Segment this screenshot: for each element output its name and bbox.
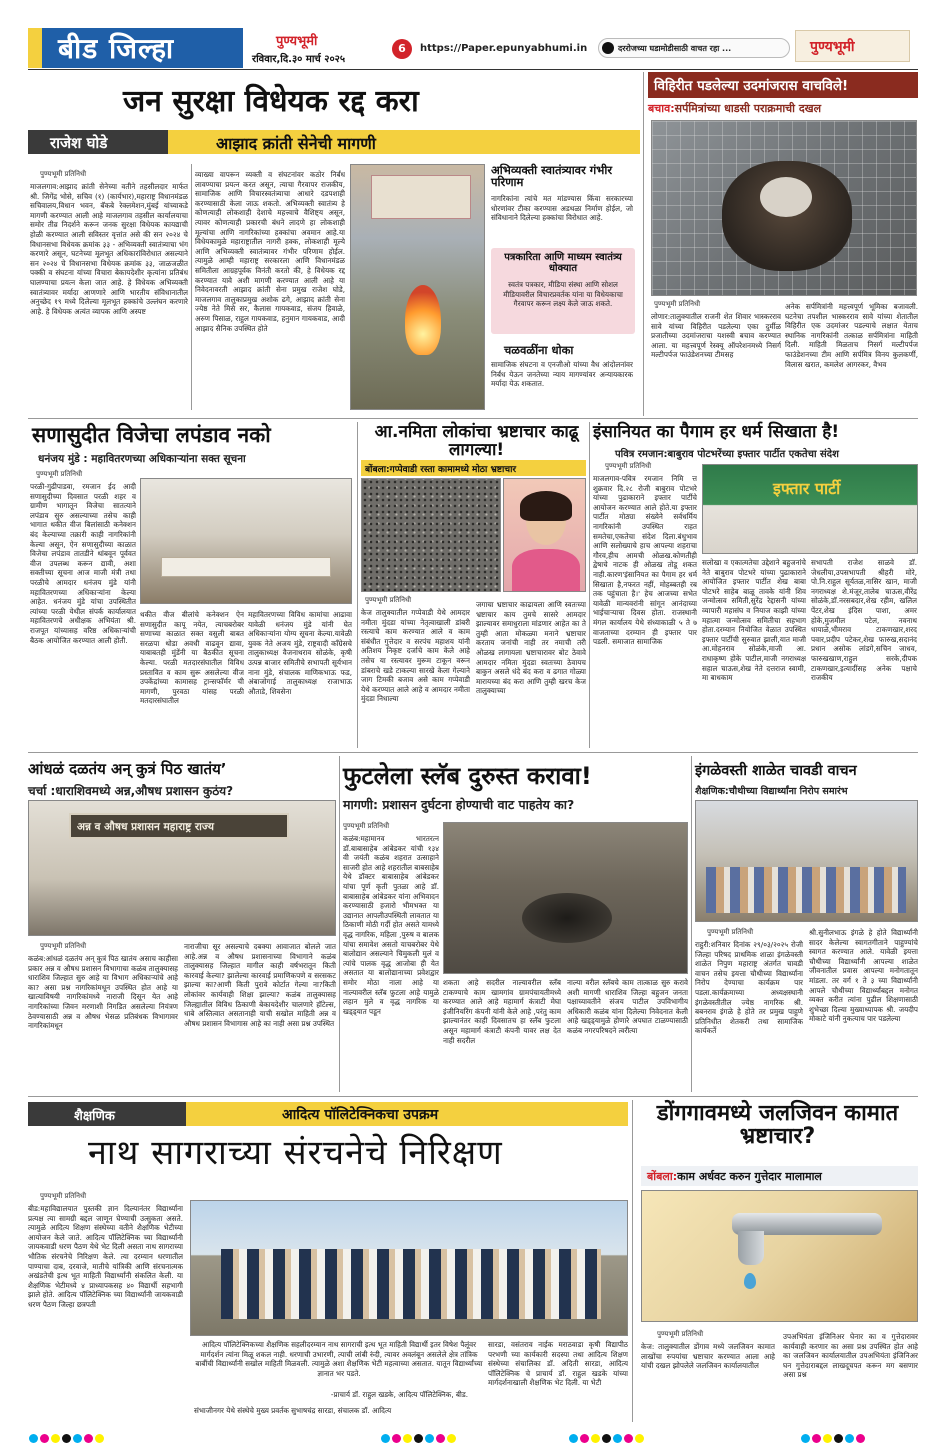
subheadline: आझाद क्रांती सेनेची मागणी [216,134,376,153]
author-tab [28,130,168,154]
group-in-photo [221,1249,601,1319]
byline: पुण्यभूमी प्रतिनिधी [40,942,87,950]
article-jaljivan [637,1100,918,1425]
side-heading-2: चळवळींना धोका [504,343,574,357]
headline: विहिरीत पडलेल्या उदमांजरास वाचविले! [654,78,849,94]
kids-in-photo [706,867,906,913]
column-1: केज तालुक्यातील गप्पेवाडी येथे आमदार नमीता मुंदडा यांच्या नेतृत्वाखाली डांबरी रस्त्याचे काम करण्यात आले व काम संबंधीत गुत्तेदार व सरपंच महाशय यांनी अतिशय निकृष्ट दर्जाचे काम केले आहे तसेच या रस्त्यावर मुरूम टाकून वरून डांबराचे खडे टाकल्या सारखे केला गेल्याने जाग टिमकी बजाव असे काम गप्पेवाडी येथे करण्यात आले आहे व आमदार नमीता मुंदडा निधाल्या [361,608,470,704]
subheadline: धनंजय मुंडे : महावितरणच्या अधिकाऱ्यांना सक्त सूचना [38,453,246,465]
sub-text: काम अर्धवट करुन गुत्तेदार मालामाल [677,1170,822,1183]
print-registration-far-right [800,1428,866,1447]
column-2: थकीत वीज बीलांचे कनेक्शन ऐन सणासुदीत कापू नयेत, त्याचबरोबर सणाच्या काळात सक्त वसुली बाबत सरळपा थोडा अवधी वाढवून द्यावा, याबाबतही मुंडेंनी या बैठकीत सूचना केल्या. परळी मतदारसंघातील विविध प्रस्तावित व काम सुरू असलेल्या वीज उपकेंद्रांच्या कामासह ट्रान्सफॉर्मर ची मागणी, पुरवठा यांसह परळी मतदारसंघातील [140,610,244,706]
side-text-2: सामाजिक संघटना व एनजीओ यांच्या वैध आंदोलनांवर निर्बंध येऊन जनतेच्या न्याय मागण्यांवर अन्यायकारक मर्यादा येऊ शकतात. [491,360,633,389]
column-1: लोणार:तालुक्यातील राजनी शेत शिवार भास्करराव सावे यांच्या विहिरीत पडलेल्या एका दुर्मीळ प्रजातीच्या उदमांजराचा यशस्वी बचाव करण्यात आला. या महत्त्वपूर्ण रेस्क्यू ऑपरेशनमध्ये निसर्ग मल्टीपर्पज फाउंडेशनच्या टीमसह [651,312,781,360]
signboard [69,813,289,839]
byline: पुण्यभूमी प्रतिनिधी [40,1192,87,1200]
byline: पुण्यभूमी प्रतिनिधी [365,596,412,604]
hair-in-photo [520,491,572,521]
article-vij-lapandav [28,420,354,750]
column-2: नाराजीचा सूर असल्याचे दबक्या आवाजात बोलले जात आहे.अन्न व औषध प्रशासनाच्या विभागाने कळंब तालुक्यासह जिल्हात मागील काही वर्षभरातून किती कारवाई केल्या? झालेल्या कारवाई प्रमाणिकपणे व सरसकट झाल्या का?आणी किती पुरावे कोर्टात गेल्या ना?किती लोकांवर कार्यवाही शिक्षा झाल्या? कळंब तालुक्यासह जिल्ह्यातील विविध ठिकाणी बेकायदेशीर चालणारे हॉटेल्स, धाबे अस्तित्वात असतानाही याची सखोल माहिती अन्न व औषध प्रशासन विभागास आहे का नाही असा प्रश्न उपस्थित [184,942,336,1028]
article-iftar-party [593,420,918,750]
section-tab [28,28,243,68]
school-photo [695,800,918,922]
subheadline [648,101,918,116]
column-1: राहुरी:शनिवार दिनांक २९/०३/२०२५ रोजी जिल्हा परिषद प्राथमिक शाळा इंगळेवस्ती शाळेत निपुण महाराष्ट्र अंतर्गत चावडी वाचन तसेच इयत्ता चौथीच्या विद्यार्थ्यांना निरोप देण्याचा कार्यक्रम पार पडला.कार्यक्रमाच्या अध्यक्षस्थानी इंगळेवस्तीतील ज्येष्ठ नागरिक श्री. बबनराव इंगळे हे होते तर प्रमुख पाहुणे प्रतिनिधीत शेतकरी तथा सामाजिक कार्यकर्ते [695,940,803,1036]
issue-date: रविवार,दि.३० मार्च २०२५ [252,54,346,65]
article-udmanjar-rescue [648,72,918,420]
column-2: शकता आहे सदरील नाल्यावरील स्लॅब टाकण्याचे काम खामगांव ग्रामपंचायतीमध्ये करण्यात आले आहे महामार्ग कंत्राटी मेघा इंजीनियरिंग कंपनी यांनी केले आहे ,परंतु काम झाल्यानंतर काही दिवसातच हा स्लॅब फुटला असून महामार्ग कंत्राटी कंपनी यावर लक्ष देत नाही सदरील [443,978,561,1045]
column-1: कळंब:आंधळं दळतंय अन् कुत्रं पिठ खातंय असाच काहीसा प्रकार अन्न व औषध प्रशासन विभागाचा कळंब तालुक्यासह धाराशिव जिल्हात सुरु आहे या विभाग अधिकाऱ्यांचे आहे का? असा प्रश्न नागरिकांमधून उपस्थित होत आहे या खात्याविषयी नागरिकांमध्ये नाराजी दिसून येत आहे नागरिकांच्या जिवन मरणाशी निगडित असलेल्या नियंत्रण ठेवण्यासाठी अन्न व औषध भेसळ प्रतिबंधक विभागावर नागरिकांमधून [28,954,178,1031]
subheadline [647,1169,822,1184]
broken-slab-photo [443,822,688,974]
column-3: सभापती राजेश साळवे डॉ. जेधलीया,उपसभापती श्रीहरी मोरे, पो.नि.राहुल सूर्यतळ,नासिर खान, माजी नगराध्यक्ष शे.मंजूर,तालेब चाऊस,वीरेंद्र सोळंके,डॉ.नरसबदार,शेख रहीम, खलिल पेंटर,शेख इंदिस पाशा, अमर होके,मुजमील पटेल, नवनाथ धायाळे,भीमराव टाकणखार,शरद पवार,प्रदीप पटेकर,शेख फारुख,सदानंद प्रधान असोक लांडगे,सचिन जाधव, फारुखखाण,राहुल सरके,दीपक टाकणखार,इत्यादींसह अनेक पक्षाचे राजकीय [811,558,917,683]
drop-in-photo [744,1273,756,1289]
headline: आंधळं दळतंय अन् कुत्रं पिठ खातंय’ [28,760,227,778]
sub-lead: बोंबला: [647,1170,678,1183]
protest-photo [350,164,485,410]
saree-in-photo [512,549,580,592]
ticker-text: दररोजच्या घडामोडीसाठी वाचत रहा ... [618,44,732,53]
ticker-bar [598,38,790,58]
byline: पुण्यभूमी प्रतिनिधी [40,170,87,178]
article-anna-aushadh [28,754,336,1094]
banner-in-photo [371,175,471,219]
article-chavadi-vachan [695,754,918,1094]
kicker-tab [28,1102,186,1126]
article-jan-suraksha [28,72,640,420]
headline: सणासुदीत विजेचा लपंडाव नको [32,423,271,447]
column-1: कळंब:महामानव भारतरत्न डॉ.बाबासाहेब आंबेडकर यांची १३४ वी जयंती कळंब शहरात उत्साहाने साजरी होत आहे शहरातील बाबसाहेब येथे डॉक्टर बाबासाहेब आंबेडकर यांचा पूर्ण कृती पुतळा आहे डॉ. बाबासाहेब आंबेडकर यांना अभिवादन करण्यासाठी हजारो भीमभक्त या उद्यानात आपलीउपस्थिती लावतात या ठिकाणी मोठी गर्दी होत असते यामध्ये वृद्ध नागरिक, महिला ,पुरुष व बालक यांचा समावेश असतो याचबरोबर येथे बालोद्यान असल्याने चिमुकली मुलं व त्यांचे पालक वृद्ध आजोबा ही येत असतात या बालोद्यानाच्या प्रवेशद्वार समोर मोठा नाला आहे या नाल्यावरील स्लॅब फ़ुटला आहे यामुळे लहान मुले व वृद्ध नागरिक या खड्ड्यात पडून [343,834,439,1016]
subheadline: बोंबला:गप्पेवाडी रस्ता कामामध्ये मोठा भ्रष्टाचार [365,465,517,475]
side-text-1: नागरिकांना त्यांचे मत मांडण्यास किंवा सरकारच्या धोरणांवर टीका करण्यास अडथळा निर्माण होईल, जो संविधानाने दिलेल्या हक्कांचा विरोधात आहे. [491,194,633,223]
article-namita-bhrashtachar [361,420,586,750]
section-title: बीड जिल्हा [58,32,175,65]
table-in-photo [161,557,331,577]
page-number: 6 [398,42,406,55]
column-1: माजलगाव-पवित्र रमजान निमि त्त शुक्रवार दि.२८ रोजी बाबुराव पोटभरे यांच्या पुढाकाराने इफ्तार पार्टीचे आयोजन करण्यात आले होते.या इफ्तार पार्टीत मोठ्या संख्येने सर्वधर्मिय नागरिकांनी उपस्थित राहत समतेचा,एकतेचा संदेश दिला.बंधुभाव आणि सलोख्याचे हाच आपल्या शहराचा गौरव,हीच आमची ओळख.कोणतीही द्वेषाचे नाटक ही ओळख तोडू शकत नाही.कारण'इंसानियत का पैगाम हर धर्म सिखाता है,नफरत नहीं, मोहब्बतही रब तक पहुंचाता है।' हेच आजच्या सभेत यावेळी मान्यवरांनी सांगून आनंदाच्या भाईचाऱ्याचा दिवस होता. राजस्थानी मंगल कार्यालय येथे संध्याकाळी ५ ते ७ वाजताच्या दरम्यान ही इफ्तार पार पडली. समाजात सामाजिक [593,474,697,647]
signboard-text: अन्न व औषध प्रशासन महाराष्ट्र राज्य [77,821,214,833]
article-slab-durusti [343,754,688,1094]
page-number-badge [392,39,412,59]
tap-in-photo [738,1231,764,1265]
banner-band [186,1102,628,1126]
highlight-box [491,248,635,334]
column-2: श्री.सुनीलभाऊ इंगळे हे होते विद्यार्थ्यांनी सादर केलेल्या स्वागतगीताने पाहुण्यांचे स्वागत करण्यात आले. यावेळी इयत्ता चौथीच्या विद्यार्थ्यांनी आपल्या शाळेत जीवनातील प्रवास आपल्या मनोगतातून मांडला. तर वर्ग १ ते ३ च्या विद्यार्थ्यांनी आपले चौथीच्या विद्यार्थ्यांबद्दल मनोगत व्यक्त करीत त्यांना पुढील शिक्षणासाठी शुभेच्छा दिल्या मुख्याध्यापक श्री. जयदीप मोकाटे यांनी नुकत्याच पार पडलेल्या [809,928,918,1024]
column-2: सलोखा व एकात्मतेचा उद्देशाने बहुजनांचे नेते बाबुराव पोटभरे यांच्या पुढाकाराने आयोजित इफ्तार पार्टीत शेख बाबा पोटभरे साहेब बाळू तावके यांनी शिव जन्मोत्सव समिती,सुरेंद्र रेद्दासनी यांच्या व्यापारी महासंघ व नियाज काझी यांच्या महात्मा जन्मोत्सव समितीचा सहभाग होता.दरम्यान नियोजित वेळात उपस्थित इफ्तार पार्टीची सुरुवात झाली,यात माजी आ.मोहनराव सोळंके,माजी आ. राधाकृष्ण होके पाटील,माजी नगराध्यक्ष सहाल चाऊस,शेख नेते दत्तराज स्वामी, मा बाधकाम [702,558,806,683]
epaper-url[interactable]: https://Paper.epunyabhumi.in [420,43,588,54]
sub-lead: बचाव: [648,102,675,115]
headline: जन सुरक्षा विधेयक रद्द करा [123,84,419,119]
banner: आदित्य पॉलिटेक्निकचा उपक्रम [282,1107,439,1123]
box-text: स्वतंत्र पत्रकार, मीडिया संस्था आणि सोशल मीडियावरील विचारप्रवर्तक यांना या विधेयकाचा गैरवापर करून लक्ष्य केले जाऊ शकते. [503,280,623,309]
byline: पुण्यभूमी प्रतिनिधी [657,1330,704,1338]
photo-caption: आदित्य पॉलिटेक्निकच्या शैक्षणिक सहलीदरम्यान नाथ सागराची इत्थ भूत माहिती विद्यार्थी इतर विषेश पैलूंवर मार्गदर्शन त्यांना मिळू शकल नाही. धरणाची उभारणी, त्याची लांबी रुंदी, त्यावर अवलंबून असलेले क्षेत्र तांत्रिक बाबींची विद्यार्थ्यांनी सखोल माहिती मिळवली. त्यामुळे अशा शैक्षणिक भेटी महत्वाच्या असतात. यातून विद्यार्थ्यांच्या ज्ञानात भर पडते. [195,1340,483,1378]
road-photo [361,478,501,592]
mla-photo [503,478,586,592]
office-photo [28,800,336,936]
byline: पुण्यभूमी प्रतिनिधी [36,470,83,478]
headline-band [648,72,918,98]
byline: पुण्यभूमी प्रतिनिधी [654,300,701,308]
print-registration-right [568,1428,645,1447]
kicker: शैक्षणिक [74,1109,115,1124]
column-2: उपअभियंता इंजिनिअर घेनार का व गुत्तेदारावर कार्यवाही करणार का असा प्रश्न उपस्थित होत आहे का जलजिवन कार्यालयातील उपअभियंता इंजिनिअर घन गुत्तेदाराबद्दल लाखदूचपत करून मग बसणार असा प्रश्न [783,1332,918,1380]
subheadline: मागणी: प्रशासन दुर्घटना होण्याची वाट पाहतेय का? [343,797,575,812]
headline: फुटलेला स्लॅब दुरुस्त करावा! [343,762,592,790]
tap-photo [641,1190,918,1322]
column-2: संभाजीनगर येथे संस्थेचे मुख्य प्रवर्तक सुभाषचंद्र सारडा, संचालक डॉ. आदित्य [194,1406,392,1415]
byline: पुण्यभूमी प्रतिनिधी [605,462,652,470]
brand-badge [795,30,910,62]
column-3: सारडा, वसंतराव नाईक मराठवाडा कृषी विद्यापीठ परभणी च्या कार्यकारी सदस्या तथा आदित्य शिक्षण संस्थेच्या संचालिका डॉ. अदिती सारडा, आदित्य पॉलिटेक्निक चे प्राचार्य डॉ. राहुल खडके यांच्या मार्गदर्शनाखाली शैक्षणिक भेट दिली. या भेटी [488,1340,628,1388]
subheadline-band [361,460,586,476]
play-icon [602,42,614,54]
masthead [0,0,945,70]
caption-signature: -प्राचार्य डॉ. राहुल खडके, आदित्य पॉलिटेक्निक, बीड. [330,1390,468,1399]
subheadline-band [641,1166,918,1186]
column-3: महावितरणच्या विविध कामांचा आढावा यावेळी धनंजय मुंडे यांनी घेत अधिकाऱ्यांना योग्य सूचना केल्या.यावेळी युवक नेते अजय मुंडे, राष्ट्रवादी काँग्रेसचे तालुकाध्यक्ष वैजनाथराव सोळंके, कृषी उत्पन्न बाजार समितीचे सभापती सूर्यभान नाना मुंडे, संचालक माणिकभाऊ फड, अंबाजोगाई तालुकाध्यक्ष राजाभाऊ औताडे, शिवसेना [248,610,352,696]
subheadline-band [168,130,640,154]
headline: डोंगगावमध्ये जलजिवन कामात भ्रष्टाचार? [656,1101,899,1150]
meeting-photo [140,478,352,604]
hole-in-photo [522,893,612,943]
fire-in-photo [405,285,441,355]
column-2: अनेक सर्पमित्रांनी महत्त्वपूर्ण भूमिका बजावली. घटनेचा तपशील भास्करराव सावे यांच्या शेतातील विहिरीत एक उदमांजर पडल्याचे लक्षात येताच स्थानिक नागरिकांनी तत्काळ सर्पमित्रांना माहिती दिली. माहिती मिळताच निसर्ग मल्टीपर्पज फाउंडेशनच्या टीम आणि सर्पमित्र विनय कुलकर्णी, विलास खरात, कमलेश आगरकर, वैभव [785,302,918,369]
byline: पुण्यभूमी प्रतिनिधी [707,928,754,936]
headline: नाथ सागराच्या संरचनेचे निरिक्षण [88,1133,503,1173]
print-registration-center [380,1428,457,1447]
column-1: केज: तालुक्यातील डोंगाव मध्ये जलजिवन कामात लाखोंचा रुपयांचा भ्रष्टाचार करण्यात आला आहे यांची दखल झोपलेले जलजिवन कार्यालयातील [641,1342,775,1371]
column-1: परळी-गुढीपाडवा, रमजान ईद आदी सणासुदीच्या दिवसात परळी शहर व ग्रामीण भागातून विजेचा सातत्याने लपंडाव सुरु असल्याच्या तसेच काही भागात थकीत वीज बिलांसाठी कनेक्शन बंद केल्याच्या तक्रारी काही नागरिकांनी केल्या असून, ऐन सणासुदीच्या काळात विजेचा लपंडाव तातडीने थांबवून पूर्ववत वीज उपलब्ध करून द्यावी, अशा सक्तीच्या सूचना आज माजी मंत्री तथा परळीचे आमदार धनंजय मुंडे यांनी महावितरणच्या अधिकाऱ्यांना केल्या आहेत. धनंजय मुंडे यांचा उपस्थितीत त्यांच्या परळी येथील संपर्क कार्यालयात महावितरणचे अधीक्षक अभियंता श्री. राजपूत यांच्यासह वरिष्ठ अधिकाऱ्यांची बैठक आयोजित करण्यात आली होती. [30,482,136,645]
iftar-photo [702,464,918,554]
print-registration-left [28,1428,105,1447]
subheadline: पवित्र रमजान:बाबुराव पोटभरेंच्या इफ्तार पार्टीत एकतेचा संदेश [615,449,839,460]
civet-photo [651,120,917,296]
subheadline: शैक्षणिक:चौथीच्या विद्यार्थ्यांना निरोप समारंभ [695,786,848,797]
side-heading-1: अभिव्यक्ती स्वातंत्र्यावर गंभीर परिणाम [491,163,613,190]
students-photo [190,1200,628,1336]
column-2: जगाचा भ्रष्टाचार काढायला आणि स्वतःच्या भ्रष्टाचार काय तुमचे सासरे आमदार झाल्यावर समाधुराला मांडणार आहेत का ते तुम्ही आता मोकळ्या मनाने भ्रष्टाचार करताय जनांची नाही तर नमाची तरी ओळख लागायला भ्रष्टाचारावर बोट ठेवावे आमदार नमिता मुंदडा स्वतःच्या ठेवायच बाकुन असले धंदे बंद करा व ढगात गोळ्या मारायच्या बंद करा आणि तुम्ही खरच केज तालुक्याच्या [476,600,586,696]
author-name: राजेश घोडे [50,134,108,152]
column-3: नाल्या वरील स्लॅबचे काम तात्काळ सुरु करावे अशी मागणी धाराशिव जिल्हा बहुजन जनता पक्षाच्यावतीने संजय पाटील उपविभागीय अधिकारी कळंब यांना दिलेल्या निवेदनात केली आहे खड्ड्यामुळे होणारे अपघात टाळण्यासाठी कळंब नगरपरिषदने त्वरीत्या [567,978,688,1035]
headline: इंसानियत का पैगाम हर धर्म सिखाता है! [593,422,840,442]
column-1: माजलगाव:आझाद क्रांती सेनेच्या वतीने तहसीलदार मार्फत श्री. जिगेंद्र भोसे, सचिव (१) (कार्यभार),महाराष्ट्र विधानमंडळ सचिवालय,विधान भवन, बॅकबे रेक्लमेशन,मुंबई यांच्याकडे मागणी करण्यात आली आहे माजलगाव तहसील कार्यालयाचा समोर तीव्र निदर्शने करून जनक सुरक्षा विधेयक कायद्याची होळी करण्यात आली सविस्तर वृत्तांत असे की सन २०२४ चे विधानसभा विधेयक क्रमांक ३३ - अभिव्यक्ती स्वातंत्र्याचा भंग करणारे असून, घटनेच्या मूलभूत अधिकारांविरोधात असल्याने सन २०२४ चे विधानसभा विधेयक क्रमांक ३३, जाळजळीत पक्की व संघटना यांच्या विचारा बेकायदेशीर कृत्यांना प्रतिबंध घालण्याचा प्रयत्न केला जात आहे. हे विधेयक अभिव्यक्ती स्वातंत्र्यावर मर्यादा आणणारे आणि भारतीय संविधानातील अनुच्छेद १९ मध्ये दिलेल्या मूलभूत हक्कांचे उल्लंघन करणारे आहे. हे विधेयक अत्यंत व्यापक आणि अस्पष्ट [30,182,188,316]
brand-logo: पुण्यभूमी [810,39,855,55]
box-heading: पत्रकारिता आणि माध्यम स्वातंत्र्य धोक्यात [504,252,622,274]
paper-logo: पुण्यभूमी [276,34,318,49]
column-2: व्याख्या वापरून व्यक्ती व संघटनांवर कठोर निर्बंध लावण्याचा प्रयत्न करत असून, त्याचा गैरवापर राजकीय, सामाजिक आणि विचारस्वतंत्र्याचा आधारे दडपशाही करण्यासाठी केला जाऊ शकतो. अभिव्यक्ती स्वातंत्र्य हे कोणत्याही लोकशाही देशाचे महत्त्वाचे वैशिष्ट्य असून, त्यावर कोणत्याही प्रकारची बंधने लादणे हा लोकशाही मूल्यांचा आणि नागरिकांच्या हक्कांचा अवमान आहे.या विधेयकामुळे महाराष्ट्रातील नागरी हक्क, लोकशाही मूल्ये आणि अभिव्यक्ती स्वातंत्र्यावर गंभीर परिणाम होईल. त्यामुळे आम्ही महाराष्ट्र सरकारला आणि विधानमंडळ समितीला आग्रहपूर्वक विनंती करतो की, हे विधेयक रद्द करण्यात यावे अशी मागणी करण्यात आली आहे या निवेदनावरती आझाद क्रांती सेना प्रमुख राजेश घोडे, माजलगाव तालुकाप्रमुख अशोक ढगे, आझाद क्रांती सेना ज्येष्ठ नेते मिसे सर, कैलास गायकवाड, संजय हिवाळे, अरुण पिसाळ, राहुल गायकवाड, हनुमान गायकवाड, आदी आझाद सैनिक उपस्थित होते [195,170,345,333]
column-1: बीड:महाविद्यालयात पुस्तकी ज्ञान दिल्यानंतर विद्यार्थ्यांना प्रत्यक्ष त्या सामग्री बद्दल जाणून घेण्याची उत्सुकता असते. त्यामुळे आदित्य शिक्षण संस्थेच्या वतीने शैक्षणिक भेटीच्या आयोजन केले जाते. आदित्य पॉलिटेक्निक च्या विद्यार्थ्यांनी जायकवाडी धरण पैठण येथे भेट दिली असता नाथ सागराच्या भौतिक संरचनेचे निरिक्षण केले. त्या दरम्यान धरणातील पाण्याचा दाब, दरवाजे, मातीचे यांत्रिकी आणि संरचनात्मक अखंडतेची इत्थ भूत माहिती विद्यार्थ्यांनी संकलित केली. या शैक्षणिक भेटीमध्ये ४ प्राध्यापकसह ४० विद्यार्थी सहभागी झाले होते. आदित्य पॉलिटेक्निक च्या विद्यार्थ्यांनी जायकवाडी धरण पैठण जिल्हा छत्रपती [28,1204,183,1309]
civet-face [760,177,812,217]
subheadline: चर्चा :धाराशिवमध्ये अन्न,औषध प्रशासन कुठंय? [28,784,234,798]
article-nath-sagar [28,1100,628,1425]
headline: आ.नमिता लोकांचा भ्रष्टाचार काढू लागल्या! [374,422,579,460]
headline: इंगळेवस्ती शाळेत चावडी वाचन [695,763,857,779]
byline: पुण्यभूमी प्रतिनिधी [343,822,390,830]
sub-text: सर्पमित्रांच्या धाडसी पराक्रमाची दखल [674,102,822,115]
photo-banner-text: इफ्तार पार्टी [773,479,841,498]
